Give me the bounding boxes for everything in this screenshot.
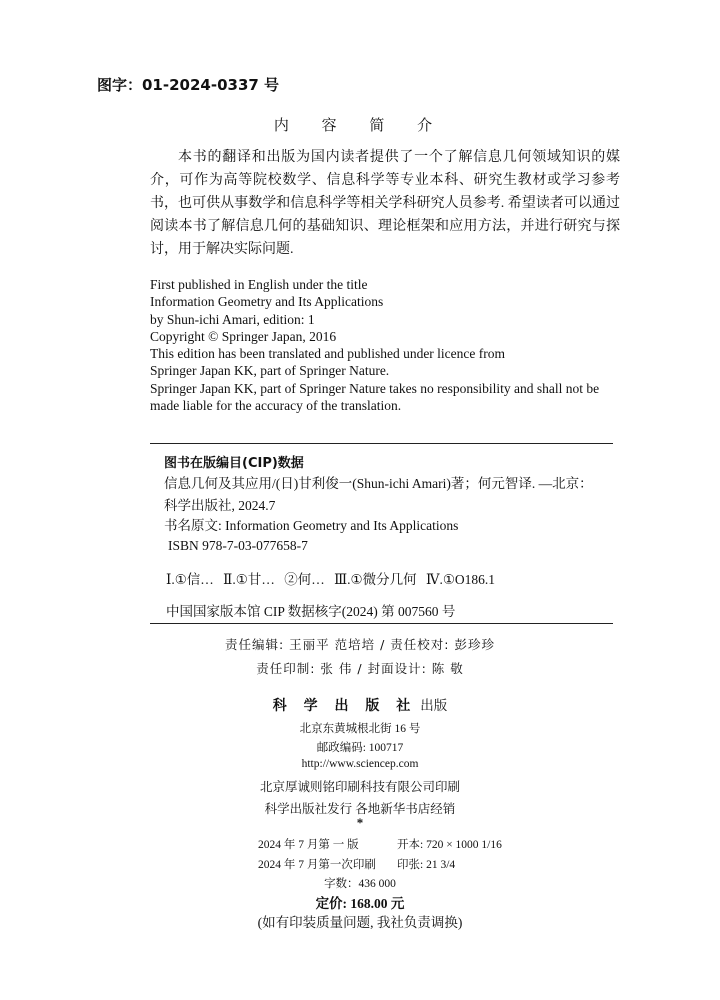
- summary-paragraph: 本书的翻译和出版为国内读者提供了一个了解信息几何领域知识的媒介，可作为高等院校数学、信息科学等专业本科、研究生教材或学习参考书，也可供从事数学和信息科学等相关学科研究人员参考. 希望读者可以通过阅读本书了解信息几何的基础知识、理论框架和应用方法，并进行研究与探讨，用于解决实际问题.: [150, 150, 620, 257]
- cip-top-rule: [150, 443, 613, 444]
- cip-original-title: 书名原文: Information Geometry and Its Applications: [164, 518, 459, 533]
- cip-classification: Ⅰ.①信… Ⅱ.①甘… ②何… Ⅲ.①微分几何 Ⅳ.①O186.1: [166, 572, 496, 587]
- edition-date: 2024 年 7 月第 一 版: [258, 839, 359, 851]
- printer: 北京厚诚则铭印刷科技有限公司印刷: [259, 780, 460, 794]
- quality-note: (如有印装质量问题, 我社负责调换): [257, 915, 463, 930]
- publisher-url: http://www.sciencep.com: [301, 758, 419, 770]
- staff-line-2: 责任印制: 张 伟 / 封面设计: 陈 敬: [256, 661, 464, 676]
- cip-heading: 图书在版编目(CIP)数据: [164, 456, 304, 471]
- english-line: First published in English under the title: [150, 277, 368, 292]
- cip-isbn: ISBN 978-7-03-077658-7: [168, 538, 308, 553]
- publisher-name: 科 学 出 版 社: [272, 698, 417, 714]
- english-line: Springer Japan KK, part of Springer Nature takes no responsibility and shall not be: [150, 380, 600, 396]
- word-count: 字数：436 000: [324, 878, 396, 890]
- cip-number: 中国国家版本馆 CIP 数据核字(2024) 第 007560 号: [166, 604, 456, 619]
- printing-sheets: 印张: 21 3/4: [397, 859, 456, 871]
- summary-text: [150, 146, 620, 261]
- format: 开本: 720 × 1000 1/16: [397, 839, 502, 851]
- english-line: by Shun-ichi Amari, edition: 1: [150, 311, 315, 327]
- price: 定价: 168.00 元: [315, 896, 405, 911]
- english-line: Springer Japan KK, part of Springer Nature.: [150, 363, 390, 379]
- cip-bottom-rule: [150, 623, 613, 624]
- english-line: made liable for the accuracy of the translation.: [150, 398, 402, 414]
- summary-title: 内 容 简 介: [273, 116, 447, 134]
- cip-line-1: 信息几何及其应用/(日)甘利俊一(Shun-ichi Amari)著；何元智译. —北京：: [164, 476, 593, 491]
- publisher-line: [0, 694, 720, 715]
- print-date: 2024 年 7 月第一次印刷: [258, 859, 376, 871]
- publisher-suffix: 出版: [420, 698, 448, 713]
- english-line: This edition has been translated and published under licence from: [150, 346, 506, 362]
- cip-line-2: 科学出版社, 2024.7: [164, 498, 276, 513]
- english-line: Copyright © Springer Japan, 2016: [150, 328, 337, 344]
- separator-star: *: [356, 815, 364, 830]
- registration-number: 图字：01-2024-0337 号: [97, 76, 280, 94]
- english-notice: [150, 276, 599, 414]
- publisher-address: 北京东黄城根北街 16 号: [299, 723, 421, 735]
- english-line: Information Geometry and Its Applications: [150, 294, 384, 310]
- distribution: 科学出版社发行 各地新华书店经销: [264, 802, 456, 816]
- publisher-postcode: 邮政编码: 100717: [316, 742, 404, 754]
- staff-line-1: 责任编辑: 王丽平 范培培 / 责任校对: 彭珍珍: [224, 637, 495, 652]
